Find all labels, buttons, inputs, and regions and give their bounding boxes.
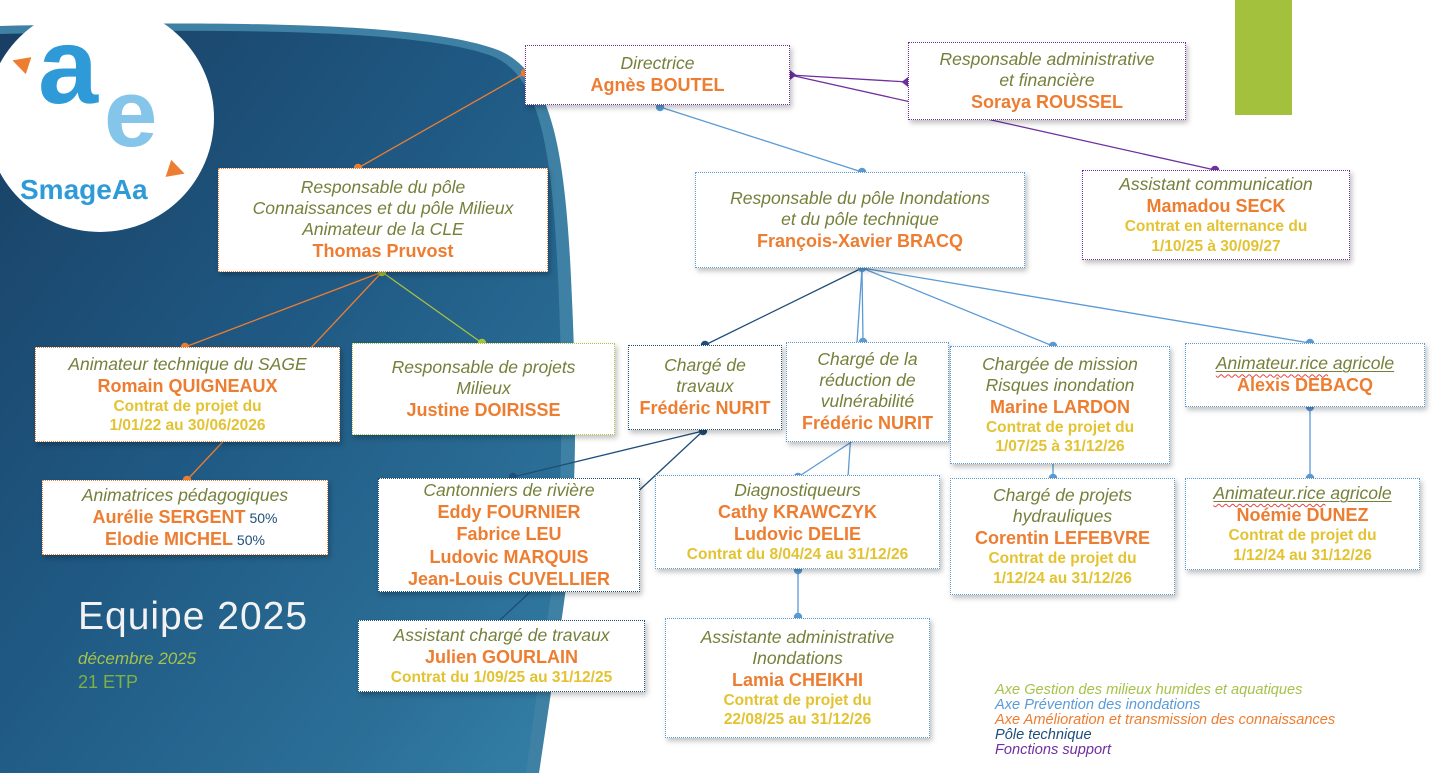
connector-line xyxy=(358,73,525,168)
orgbox-assistant-charge-travaux[interactable] xyxy=(358,620,645,692)
person-line xyxy=(49,528,321,550)
person-name: Eddy FOURNIER xyxy=(437,501,581,522)
role-text: Directrice xyxy=(620,53,695,74)
contract-text: 22/08/25 au 31/12/26 xyxy=(723,711,872,729)
role-text: réduction de xyxy=(819,370,916,391)
orgbox-charge-travaux[interactable] xyxy=(628,345,782,430)
role-text xyxy=(1192,353,1418,374)
person-name: Cathy KRAWCZYK xyxy=(717,501,877,522)
legend-item-amelioration-connaissances: Axe Amélioration et transmission des connaissances xyxy=(995,712,1336,728)
contract-text: 1/07/25 à 31/12/26 xyxy=(995,438,1125,456)
legend-item-gestion-milieux: Axe Gestion des milieux humides et aquatiques xyxy=(995,682,1303,698)
contract-text: Contrat en alternance du xyxy=(1124,218,1308,236)
contract-text: Contrat du 1/09/25 au 31/12/25 xyxy=(390,669,613,687)
orgbox-animateur-agricole-dunez[interactable] xyxy=(1185,478,1420,570)
connector-line xyxy=(185,272,382,347)
orgbox-resp-projets-milieux[interactable] xyxy=(352,343,615,435)
contract-text: Contrat de projet du xyxy=(113,397,262,415)
contract-text: 1/01/22 au 30/06/2026 xyxy=(109,417,266,435)
person-name: Justine DOIRISSE xyxy=(406,399,561,420)
contract-text: Contrat de projet du xyxy=(988,550,1137,568)
orgbox-resp-admin-financiere[interactable] xyxy=(908,42,1186,120)
person-name: Jean-Louis CUVELLIER xyxy=(407,568,611,589)
connector-line xyxy=(705,268,862,345)
person-name: Frédéric NURIT xyxy=(639,398,771,419)
role-text: Assistant chargé de travaux xyxy=(393,624,610,645)
logo-letter-a-icon: a xyxy=(38,5,99,126)
orgbox-directrice[interactable] xyxy=(525,45,790,105)
misspelled-word: Animateur.rice xyxy=(1213,483,1326,504)
person-name: François-Xavier BRACQ xyxy=(756,230,964,251)
person-name: Marine LARDON xyxy=(989,396,1130,417)
person-name: Noémie DUNEZ xyxy=(1236,505,1369,526)
contract-text: Contrat de projet du xyxy=(723,691,872,709)
role-text: Connaissances et du pôle Milieux xyxy=(252,198,514,219)
role-text: Animatrices pédagogiques xyxy=(81,484,289,505)
person-name: Thomas Pruvost xyxy=(312,241,454,262)
percentage-text: 50% xyxy=(233,532,265,548)
misspelled-word: Animateur.rice xyxy=(1215,353,1328,374)
legend-item-fonctions-support: Fonctions support xyxy=(995,742,1112,758)
orgbox-cantonniers-riviere[interactable] xyxy=(378,478,640,592)
person-name: Romain QUIGNEAUX xyxy=(97,375,278,396)
page-title: Equipe 2025 xyxy=(78,595,309,638)
contract-text: Contrat de projet du xyxy=(985,418,1135,436)
legend-item-prevention-inondations: Axe Prévention des inondations xyxy=(995,697,1201,713)
connector-line xyxy=(382,272,482,343)
connector-line xyxy=(862,268,863,342)
legend xyxy=(995,683,1335,758)
role-text: Chargé de la xyxy=(817,349,918,370)
green-accent-rect xyxy=(1235,0,1292,115)
orgbox-animateur-agricole-debacq[interactable] xyxy=(1185,343,1425,407)
contract-text: Contrat du 8/04/24 au 31/12/26 xyxy=(686,546,909,564)
role-text-rest: agricole xyxy=(1325,483,1392,504)
person-name: Ludovic DELIE xyxy=(733,523,861,544)
person-name: Soraya ROUSSEL xyxy=(970,91,1124,112)
orgbox-chargee-mission-risques[interactable] xyxy=(950,346,1170,464)
role-text: Inondations xyxy=(752,647,843,668)
role-text: Milieux xyxy=(456,377,511,398)
person-name: Fabrice LEU xyxy=(456,524,562,545)
person-line xyxy=(49,506,321,528)
orgbox-resp-pole-connaissances-milieux[interactable] xyxy=(218,168,548,272)
role-text xyxy=(1192,483,1413,504)
logo-letter-e-icon: e xyxy=(104,60,158,167)
contract-text: 1/10/25 à 30/09/27 xyxy=(1151,237,1281,255)
person-name: Frédéric NURIT xyxy=(801,413,934,434)
person-name: Elodie MICHEL xyxy=(105,529,234,549)
orgbox-charge-reduction-vulnerabilite[interactable] xyxy=(786,342,949,442)
orgbox-diagnostiqueurs[interactable] xyxy=(655,475,940,569)
percentage-text: 50% xyxy=(245,509,278,526)
person-name: Julien GOURLAIN xyxy=(424,646,578,667)
orgbox-resp-pole-inondations-technique[interactable] xyxy=(695,172,1025,268)
role-text: travaux xyxy=(676,376,734,397)
role-text: Chargé de xyxy=(664,355,746,376)
contract-text: 1/12/24 au 31/12/26 xyxy=(993,569,1132,587)
person-name: Mamadou SECK xyxy=(1146,196,1286,217)
role-text: Responsable de projets xyxy=(391,356,576,377)
role-text: et du pôle technique xyxy=(781,208,939,229)
role-text: Risques inondation xyxy=(985,374,1135,395)
role-text-rest: agricole xyxy=(1328,353,1395,374)
role-text: et financière xyxy=(999,69,1095,90)
orgbox-assistante-administrative-inondations[interactable] xyxy=(665,618,930,738)
contract-text: Contrat de projet du xyxy=(1228,527,1377,545)
role-text: Assistante administrative xyxy=(700,626,895,647)
role-text: Diagnostiqueurs xyxy=(734,479,861,500)
connector-line xyxy=(862,268,1053,346)
person-name: Ludovic MARQUIS xyxy=(429,546,589,567)
page-subtitle: décembre 2025 xyxy=(78,649,197,668)
person-name: Corentin LEFEBVRE xyxy=(974,528,1150,549)
orgbox-animatrices-pedagogiques[interactable] xyxy=(42,480,328,555)
role-text: Chargé de projets xyxy=(992,485,1133,506)
role-text: Responsable du pôle xyxy=(300,177,466,198)
role-text: Cantonniers de rivière xyxy=(423,479,595,500)
brand-text: SmageAa xyxy=(20,174,148,205)
connector-line xyxy=(513,431,703,477)
connector-line xyxy=(660,107,862,172)
etp-count: 21 ETP xyxy=(78,672,139,692)
role-text: Animateur de la CLE xyxy=(302,219,464,240)
legend-item-pole-technique: Pôle technique xyxy=(995,727,1092,743)
person-name: Agnès BOUTEL xyxy=(590,75,725,96)
connector-line xyxy=(862,268,1310,343)
role-text: vulnérabilité xyxy=(820,391,915,412)
role-text: Chargée de mission xyxy=(982,353,1138,374)
role-text: Animateur technique du SAGE xyxy=(68,353,307,374)
contract-text: 1/12/24 au 31/12/26 xyxy=(1233,546,1372,564)
orgbox-charge-projets-hydrauliques[interactable] xyxy=(950,478,1175,595)
role-text: Assistant communication xyxy=(1119,174,1313,195)
role-text: hydrauliques xyxy=(1012,506,1113,527)
role-text: Responsable du pôle Inondations xyxy=(730,187,990,208)
role-text: Responsable administrative xyxy=(939,48,1155,69)
person-name: Lamia CHEIKHI xyxy=(731,669,864,690)
person-name: Alexis DEBACQ xyxy=(1236,375,1374,396)
orgbox-animateur-sage[interactable] xyxy=(35,347,340,442)
person-name: Aurélie SERGENT xyxy=(92,506,246,527)
orgbox-assistant-communication[interactable] xyxy=(1082,170,1350,260)
